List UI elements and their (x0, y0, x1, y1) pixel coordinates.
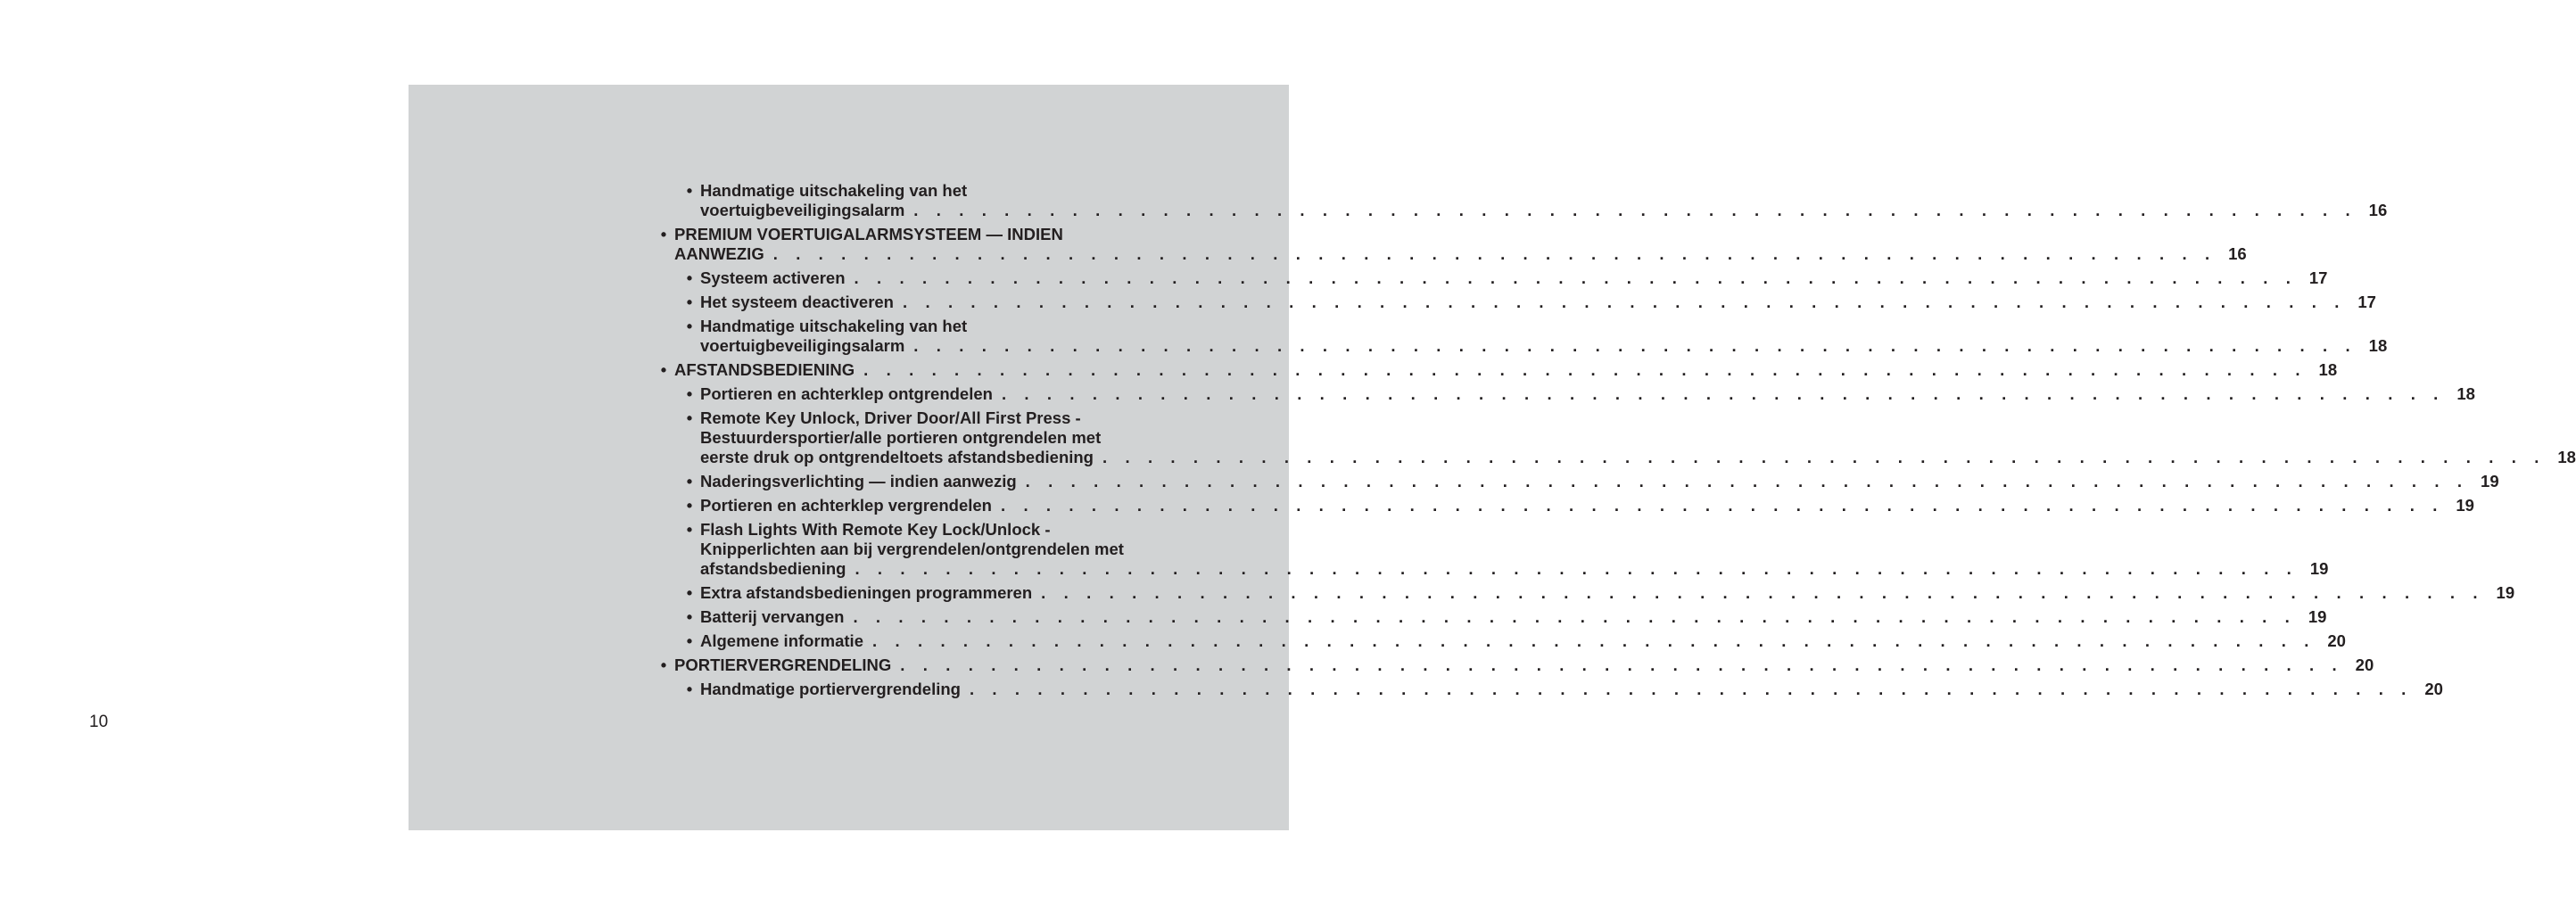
toc-entry-text: Extra afstandsbedieningen programmeren (700, 583, 1033, 602)
bullet-icon: • (686, 293, 693, 311)
bullet-icon: • (686, 607, 693, 626)
toc-entry-line (700, 631, 2346, 651)
toc-entry-line (700, 583, 2515, 603)
page-number: 10 (89, 713, 109, 731)
bullet-icon: • (686, 408, 693, 427)
toc-entry-text: Remote Key Unlock, Driver Door/All First Press - (700, 408, 1081, 427)
toc-entry[interactable] (657, 496, 2474, 515)
bullet-icon: • (686, 181, 693, 200)
dot-leader: . . . . . . . . . . . . . . . . . . . . . . . . . . . . . . . . . . . . . . . . . . . . . . . . . . . . . . . . . . . . . . . . (1025, 472, 2469, 490)
toc-entry[interactable] (657, 181, 2388, 220)
toc-page-number: 20 (2424, 680, 2443, 698)
dot-leader: . . . . . . . . . . . . . . . . . . . . . . . . . . . . . . . . . . . . . . . . . . . . . . . . . . . . . . . . . . . . . . . . (863, 360, 2308, 379)
bullet-icon: • (686, 317, 693, 335)
toc-entry-line (674, 244, 2247, 264)
toc-entry-line (700, 293, 2376, 312)
toc-entry[interactable] (657, 583, 2515, 603)
bullet-icon: • (660, 655, 667, 674)
dot-leader: . . . . . . . . . . . . . . . . . . . . . . . . . . . . . . . . . . . . . . . . . . . . . . . . . . . . . . . . . . . . . . . . (772, 244, 2217, 263)
toc-entry-text: voertuigbeveiligingsalarm (700, 201, 905, 219)
toc-entry[interactable] (657, 631, 2346, 651)
dot-leader: . . . . . . . . . . . . . . . . . . . . . . . . . . . . . . . . . . . . . . . . . . . . . . . . . . . . . . . . . . . . . . . . (855, 559, 2299, 578)
toc-entry[interactable] (657, 225, 2247, 264)
bullet-icon: • (686, 268, 693, 287)
toc-entry-text: AANWEZIG (674, 244, 764, 263)
toc-entry-text: Handmatige uitschakeling van het (700, 317, 968, 335)
toc-page-number: 20 (2327, 631, 2346, 650)
toc-entry-text: eerste druk op ontgrendeltoets afstandsbediening (700, 448, 1094, 466)
bullet-icon: • (660, 360, 667, 379)
toc-entry-line (700, 384, 2475, 404)
toc-page-number: 17 (2308, 268, 2328, 287)
bullet-icon: • (660, 225, 667, 243)
toc-entry-text: PORTIERVERGRENDELING (674, 655, 892, 674)
toc-entry-text: Handmatige uitschakeling van het (700, 181, 968, 200)
bullet-icon: • (686, 631, 693, 650)
toc-entry-text: afstandsbediening (700, 559, 846, 578)
dot-leader: . . . . . . . . . . . . . . . . . . . . . . . . . . . . . . . . . . . . . . . . . . . . . . . . . . . . . . . . . . . . . . . . (902, 293, 2346, 311)
toc-entry[interactable] (657, 472, 2499, 491)
toc-entry-line (700, 496, 2474, 515)
toc-entry-text: Batterij vervangen (700, 607, 845, 626)
dot-leader: . . . . . . . . . . . . . . . . . . . . . . . . . . . . . . . . . . . . . . . . . . . . . . . . . . . . . . . . . . . . . . . . (1001, 384, 2445, 403)
toc-page-number: 16 (2228, 244, 2247, 263)
toc-page-number: 18 (2456, 384, 2475, 403)
toc-page-number: 18 (2318, 360, 2338, 379)
dot-leader: . . . . . . . . . . . . . . . . . . . . . . . . . . . . . . . . . . . . . . . . . . . . . . . . . . . . . . . . . . . . . . . . (1000, 496, 2444, 515)
toc-entry[interactable] (657, 655, 2374, 675)
toc-entry[interactable] (657, 384, 2475, 404)
toc-entry-text: Naderingsverlichting — indien aanwezig (700, 472, 1017, 490)
toc-page-number: 20 (2355, 655, 2374, 674)
toc-entry[interactable] (657, 293, 2376, 312)
bullet-icon: • (686, 680, 693, 698)
bullet-icon: • (686, 520, 693, 539)
bullet-icon: • (686, 496, 693, 515)
table-of-contents (657, 181, 2576, 704)
toc-entry-line (674, 360, 2338, 380)
toc-page-number: 16 (2368, 201, 2388, 219)
dot-leader: . . . . . . . . . . . . . . . . . . . . . . . . . . . . . . . . . . . . . . . . . . . . . . . . . . . . . . . . . . . . . . . . (1041, 583, 2485, 602)
dot-leader: . . . . . . . . . . . . . . . . . . . . . . . . . . . . . . . . . . . . . . . . . . . . . . . . . . . . . . . . . . . . . . . . (969, 680, 2413, 698)
toc-entry[interactable] (657, 268, 2328, 288)
toc-entry-line (700, 680, 2443, 699)
toc-entry[interactable] (657, 607, 2327, 627)
bullet-icon: • (686, 384, 693, 403)
dot-leader: . . . . . . . . . . . . . . . . . . . . . . . . . . . . . . . . . . . . . . . . . . . . . . . . . . . . . . . . . . . . . . . . (1102, 448, 2546, 466)
toc-entry-line (700, 448, 2576, 467)
toc-entry-line (700, 472, 2499, 491)
toc-entry-line (700, 559, 2329, 579)
bullet-icon: • (686, 583, 693, 602)
toc-entry-line (700, 201, 2388, 220)
toc-page-number: 17 (2357, 293, 2376, 311)
dot-leader: . . . . . . . . . . . . . . . . . . . . . . . . . . . . . . . . . . . . . . . . . . . . . . . . . . . . . . . . . . . . . . . . (854, 268, 2298, 287)
toc-entry-text: voertuigbeveiligingsalarm (700, 336, 905, 355)
dot-leader: . . . . . . . . . . . . . . . . . . . . . . . . . . . . . . . . . . . . . . . . . . . . . . . . . . . . . . . . . . . . . . . . (913, 201, 2357, 219)
dot-leader: . . . . . . . . . . . . . . . . . . . . . . . . . . . . . . . . . . . . . . . . . . . . . . . . . . . . . . . . . . . . . . . . (913, 336, 2357, 355)
toc-page-number: 18 (2557, 448, 2576, 466)
toc-entry-text: Portieren en achterklep vergrendelen (700, 496, 992, 515)
toc-entry-text: PREMIUM VOERTUIGALARMSYSTEEM — INDIEN (674, 225, 1063, 243)
dot-leader: . . . . . . . . . . . . . . . . . . . . . . . . . . . . . . . . . . . . . . . . . . . . . . . . . . . . . . . . . . . . . . . . (853, 607, 2297, 626)
toc-page-number: 19 (2481, 472, 2499, 490)
toc-entry[interactable] (657, 680, 2443, 699)
toc-entry-text: Het systeem deactiveren (700, 293, 894, 311)
dot-leader: . . . . . . . . . . . . . . . . . . . . . . . . . . . . . . . . . . . . . . . . . . . . . . . . . . . . . . . . . . . . . . . . (872, 631, 2316, 650)
dot-leader: . . . . . . . . . . . . . . . . . . . . . . . . . . . . . . . . . . . . . . . . . . . . . . . . . . . . . . . . . . . . . . . . (900, 655, 2344, 674)
toc-entry-text: AFSTANDSBEDIENING (674, 360, 855, 379)
toc-entry-text: Portieren en achterklep ontgrendelen (700, 384, 993, 403)
toc-entry[interactable] (657, 520, 2329, 579)
toc-entry-text: Flash Lights With Remote Key Lock/Unlock - (700, 520, 1051, 539)
toc-page-number: 19 (2496, 583, 2515, 602)
toc-entry[interactable] (657, 360, 2338, 380)
toc-entry-text: Knipperlichten aan bij vergrendelen/ontgrendelen met (700, 540, 1124, 558)
toc-entry-line (700, 607, 2327, 627)
toc-page-number: 19 (2456, 496, 2474, 515)
toc-entry-text: Handmatige portiervergrendeling (700, 680, 961, 698)
toc-entry-line (700, 268, 2328, 288)
toc-page-number: 18 (2368, 336, 2388, 355)
toc-entry-line (700, 336, 2388, 356)
toc-page-number: 19 (2309, 559, 2329, 578)
toc-entry[interactable] (657, 408, 2576, 467)
toc-entry-text: Bestuurdersportier/alle portieren ontgrendelen met (700, 428, 1102, 447)
toc-entry-line (674, 655, 2374, 675)
toc-entry[interactable] (657, 317, 2388, 356)
toc-entry-text: Algemene informatie (700, 631, 863, 650)
toc-page-number: 19 (2308, 607, 2327, 626)
toc-entry-text: Systeem activeren (700, 268, 846, 287)
bullet-icon: • (686, 472, 693, 490)
